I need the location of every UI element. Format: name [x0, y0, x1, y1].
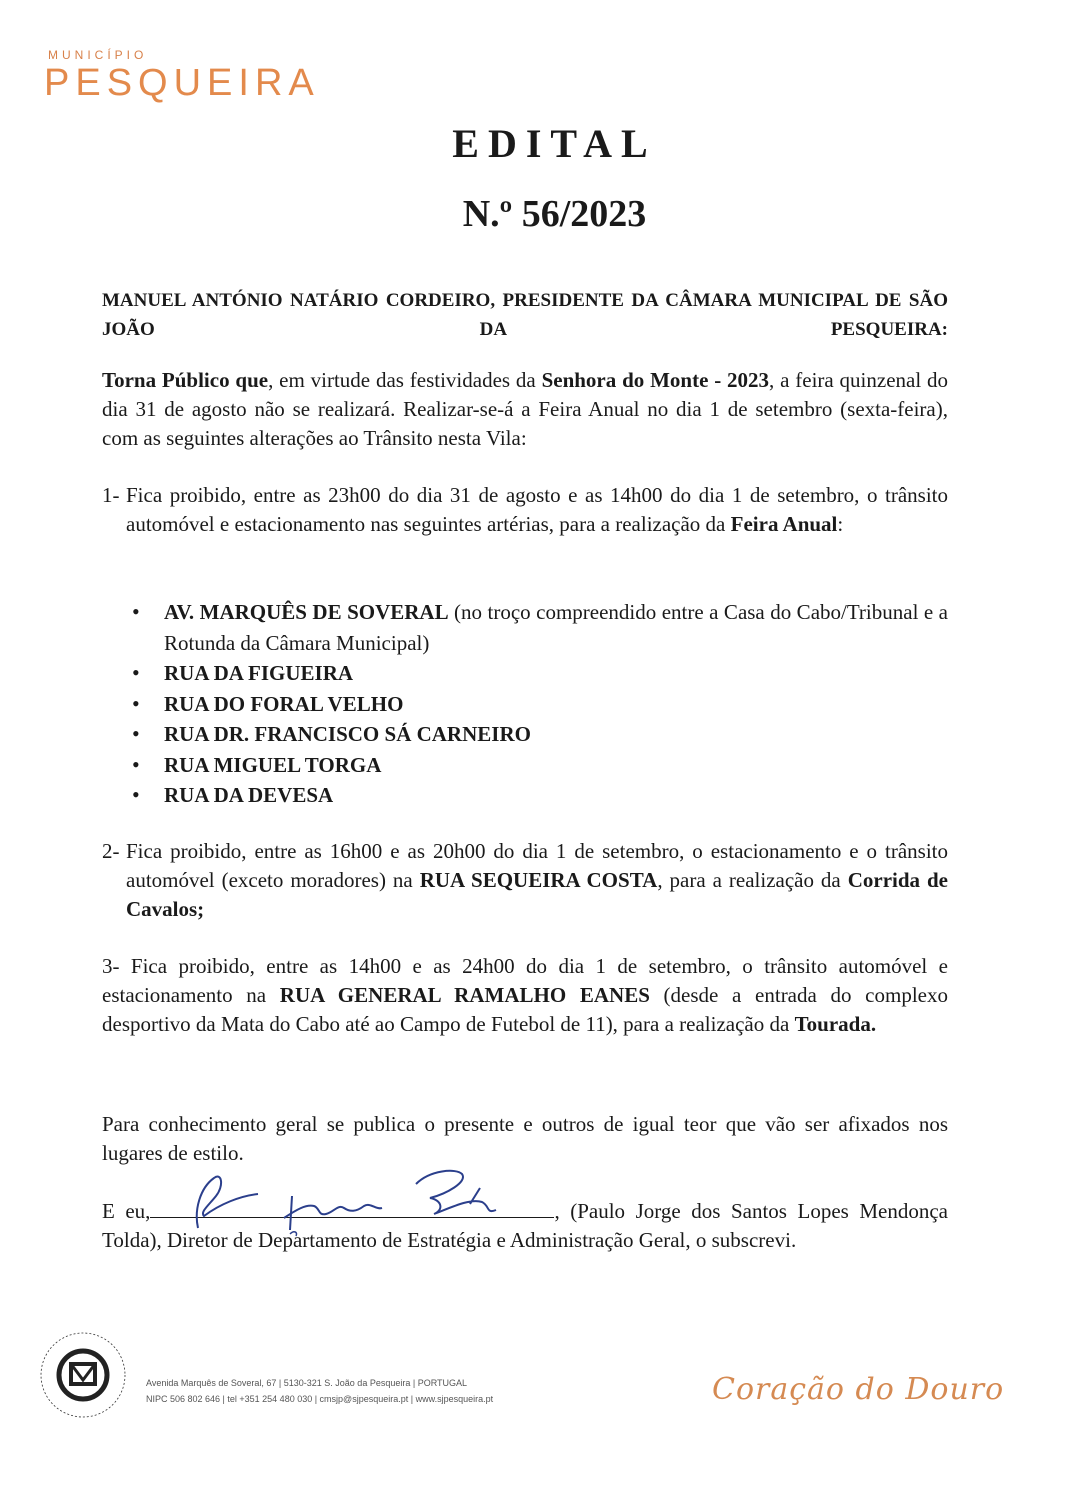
street-name: RUA DR. FRANCISCO SÁ CARNEIRO: [164, 722, 531, 746]
footer-address: Avenida Marquês de Soveral, 67 | 5130-321 S. João da Pesqueira | PORTUGAL: [146, 1378, 468, 1388]
item-2-bold-2: Corrida de Cavalos;: [126, 868, 948, 921]
street-name: AV. MARQUÊS DE SOVERAL: [164, 600, 449, 624]
sig-after: , (Paulo Jorge dos Santos Lopes Mendonça Tolda), Diretor de Departamento de Estratégia e Administração Geral, o subscrevi.: [102, 1199, 948, 1252]
document-number: N.º 56/2023: [462, 193, 647, 235]
item-1-end: :: [837, 512, 844, 536]
closing-paragraph: Para conhecimento geral se publica o presente e outros de igual teor que vão ser afixados nos lugares de estilo.: [102, 1112, 948, 1165]
intro-text-2: , a feira quinzenal do dia 31 de agosto não se realizará. Realizar-se-á a Feira Anual no dia 1 de setembro (sexta-feira), com as seguintes alterações ao Trânsito nesta Vila:: [102, 368, 948, 450]
street-list: [130, 597, 948, 811]
item-2-body: [126, 837, 948, 924]
world-heritage-seal: [38, 1330, 128, 1420]
item-1-text: Fica proibido, entre as 23h00 do dia 31 de agosto e as 14h00 do dia 1 de setembro, o trânsito automóvel e estacionamento nas seguintes artérias, para a realização da: [126, 483, 948, 536]
logo-small-text: MUNICÍPIO: [48, 48, 148, 62]
street-name: RUA DA FIGUEIRA: [164, 661, 354, 685]
intro-paragraph: [102, 366, 948, 453]
list-item: [130, 780, 948, 811]
item-2-number: 2-: [102, 839, 120, 863]
list-item: [130, 658, 948, 689]
item-1-body: [126, 481, 948, 539]
item-3: [102, 952, 948, 1039]
item-3-text-2: (desde a entrada do complexo desportivo da Mata do Cabo até ao Campo de Futebol de 11), para a realização da: [102, 983, 948, 1036]
item-3-bold-2: Tourada.: [794, 1012, 877, 1036]
item-1-number: 1-: [102, 483, 120, 507]
street-name: RUA DA DEVESA: [164, 783, 334, 807]
list-item: [130, 689, 948, 720]
issuer-heading: MANUEL ANTÓNIO NATÁRIO CORDEIRO, PRESIDENTE DA CÂMARA MUNICIPAL DE SÃO JOÃO DA PESQUEIRA:: [102, 290, 948, 340]
footer-contact: [146, 1375, 493, 1407]
item-2-text: Fica proibido, entre as 16h00 e as 20h00 do dia 1 de setembro, o estacionamento e o trânsito automóvel (exceto moradores) na: [126, 839, 948, 892]
list-item: [130, 719, 948, 750]
municipality-logo: [40, 44, 360, 124]
list-item: [130, 750, 948, 781]
street-name: RUA DO FORAL VELHO: [164, 691, 404, 716]
street-name: RUA MIGUEL TORGA: [164, 752, 382, 777]
item-3-text: 3- Fica proibido, entre as 14h00 e as 24h00 do dia 1 de setembro, o trânsito automóvel e estacionamento na: [102, 954, 948, 1007]
item-2-bold: RUA SEQUEIRA COSTA: [419, 868, 658, 892]
logo-wordmark: PESQUEIRA: [44, 62, 320, 104]
street-note: (no troço compreendido entre a Casa do Cabo/Tribunal e a Rotunda da Câmara Municipal): [164, 600, 948, 655]
intro-bold-1: Torna Público que: [102, 368, 269, 392]
intro-text-1: , em virtude das festividades da: [268, 368, 542, 392]
item-2-text-2: , para a realização da: [657, 868, 848, 892]
footer-motto: Coração do Douro: [712, 1372, 1005, 1407]
list-item: [130, 597, 948, 658]
sig-start: E eu,: [102, 1199, 151, 1223]
handwritten-signature: [180, 1160, 520, 1240]
item-1-bold: Feira Anual: [730, 512, 838, 536]
item-3-bold: RUA GENERAL RAMALHO EANES: [279, 983, 650, 1007]
footer-contacts: NIPC 506 802 646 | tel +351 254 480 030 | cmsjp@sjpesqueira.pt | www.sjpesqueira.pt: [146, 1394, 494, 1404]
intro-bold-2: Senhora do Monte - 2023: [541, 368, 770, 392]
document-title: EDITAL: [452, 121, 657, 166]
